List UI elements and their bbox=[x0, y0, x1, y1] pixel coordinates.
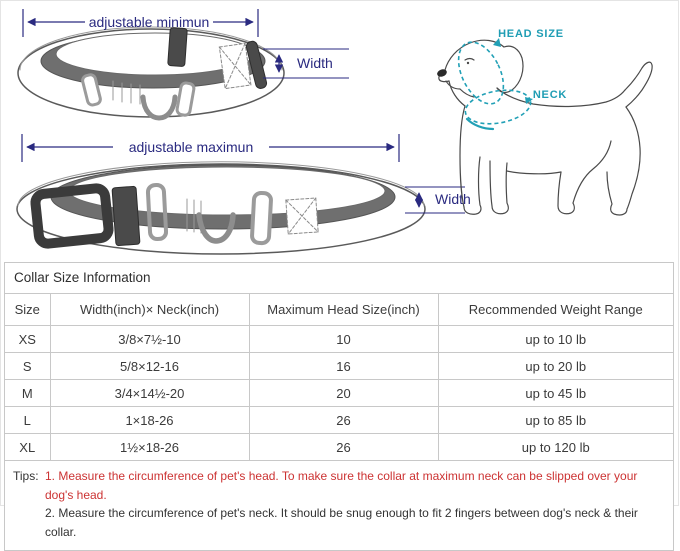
adjustable-minimum-label: adjustable minimun bbox=[88, 14, 210, 30]
table-title: Collar Size Information bbox=[5, 263, 673, 294]
dog-illustration bbox=[436, 40, 652, 215]
table-row-l bbox=[5, 407, 673, 434]
size-grid bbox=[5, 294, 673, 460]
table-row-m bbox=[5, 380, 673, 407]
tip-2: 2. Measure the circumference of pet's neck. It should be snug enough to fit 2 fingers between dog's neck & their collar. bbox=[45, 506, 638, 539]
collar-slider bbox=[168, 27, 188, 66]
adjustable-maximum-label: adjustable maximun bbox=[128, 139, 254, 155]
table-cell: S bbox=[5, 353, 50, 380]
column-header-head-size: Maximum Head Size(inch) bbox=[249, 294, 438, 326]
table-cell: 20 bbox=[249, 380, 438, 407]
table-cell: 1½×18-26 bbox=[50, 434, 249, 461]
tips-label: Tips: bbox=[13, 469, 39, 483]
table-row-s bbox=[5, 353, 673, 380]
collar-diagram bbox=[1, 1, 680, 263]
tips-section bbox=[5, 460, 673, 550]
header-row bbox=[5, 294, 673, 326]
collar-min-illustration bbox=[18, 27, 284, 118]
collar-keeper bbox=[112, 186, 140, 246]
table-cell: 26 bbox=[249, 407, 438, 434]
table-cell: 3/4×14½-20 bbox=[50, 380, 249, 407]
tip-1: 1. Measure the circumference of pet's head. To make sure the collar at maximum neck can be slipped over your dog's head. bbox=[45, 469, 638, 502]
measuring-guides bbox=[449, 35, 533, 129]
column-header-size: Size bbox=[14, 302, 40, 317]
table-cell: XL bbox=[5, 434, 50, 461]
table-cell: up to 45 lb bbox=[438, 380, 673, 407]
head-size-label: HEAD SIZE bbox=[498, 28, 564, 40]
table-cell: 1×18-26 bbox=[50, 407, 249, 434]
table-cell: 3/8×7½-10 bbox=[50, 326, 249, 353]
stitched-patch bbox=[219, 43, 251, 88]
collar-max-illustration bbox=[17, 162, 425, 254]
table-cell: L bbox=[5, 407, 50, 434]
stitched-patch bbox=[286, 198, 318, 234]
table-row-xs bbox=[5, 326, 673, 353]
column-header-width-neck: Width(inch)× Neck(inch) bbox=[50, 294, 249, 326]
dog-nose bbox=[436, 68, 448, 78]
column-header-weight: Recommended Weight Range bbox=[438, 294, 673, 326]
table-cell: up to 120 lb bbox=[438, 434, 673, 461]
table-cell: M bbox=[5, 380, 50, 407]
width-label-max: Width bbox=[435, 191, 471, 207]
neck-label: NECK bbox=[532, 89, 568, 101]
table-cell: 26 bbox=[249, 434, 438, 461]
collar-size-table bbox=[4, 262, 674, 551]
table-cell: 5/8×12-16 bbox=[50, 353, 249, 380]
width-label-min: Width bbox=[297, 55, 333, 71]
table-cell: 16 bbox=[249, 353, 438, 380]
table-cell: XS bbox=[5, 326, 50, 353]
table-row-xl bbox=[5, 434, 673, 461]
table-cell: up to 20 lb bbox=[438, 353, 673, 380]
table-cell: up to 85 lb bbox=[438, 407, 673, 434]
table-cell: 10 bbox=[249, 326, 438, 353]
table-cell: up to 10 lb bbox=[438, 326, 673, 353]
